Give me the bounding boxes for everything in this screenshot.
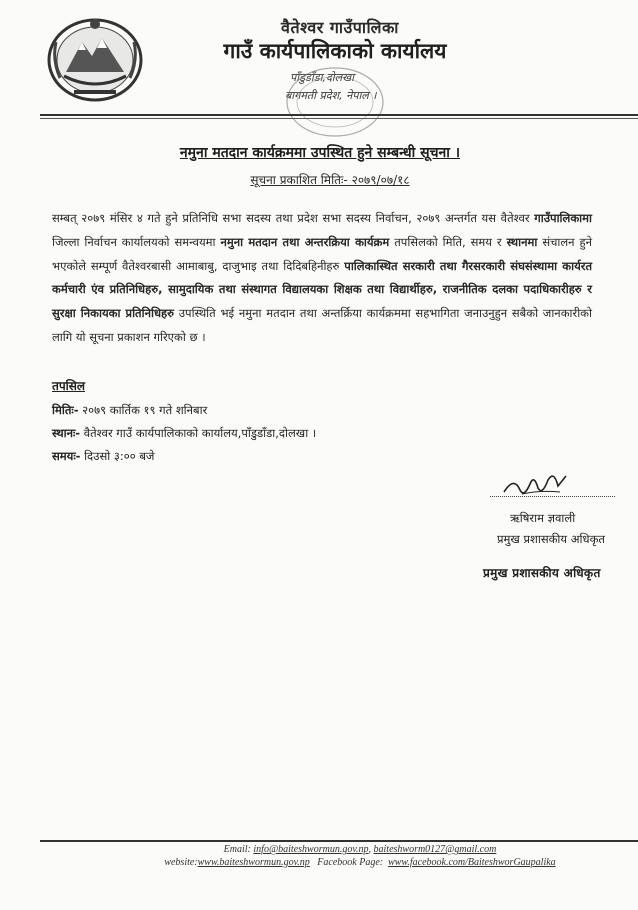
office-name: गाउँ कार्यपालिकाको कार्यालय xyxy=(223,38,447,63)
address-line: पाँडुडाँडा,दोलखा xyxy=(290,71,354,84)
signature-line xyxy=(490,496,615,497)
email-link[interactable]: info@baiteshwormun.gov.np xyxy=(253,844,369,855)
office-seal-stamp xyxy=(280,62,390,140)
body-bold: गाउँपालिकामा xyxy=(534,211,592,225)
header-divider xyxy=(40,114,638,116)
body-bold: नमुना मतदान तथा अन्तरक्रिया कार्यक्रम xyxy=(220,234,390,249)
details-heading: तपसिल xyxy=(52,379,86,393)
province-line: बागमती प्रदेश, नेपाल । xyxy=(285,89,377,102)
event-date-value: २०७९ कार्तिक १९ गते शनिबार xyxy=(78,403,208,417)
body-bold: पालिकास्थित सरकारी तथा गैरसरकारी संघसंस्थामा कार्यरत कर्मचारी एंव प्रतिनिधिहरु, सामुदायिक तथा संस्थागत विद्यालयका शिक्षक तथा विद्यार्थीहरु, राजनीतिक दलका पदाधिकारीहरु र सुरक्षा निकायका प्रतिनिधिहरु xyxy=(52,258,592,321)
org-name: वैतेश्वर गाउँपालिका xyxy=(281,18,399,37)
website-label: website: xyxy=(164,857,198,868)
email-label: Email: xyxy=(223,844,254,855)
email-separator: , xyxy=(368,844,374,855)
website-link[interactable]: www.baiteshwormun.gov.np xyxy=(197,857,310,868)
event-time-row xyxy=(52,449,154,464)
designation-stamp: प्रमुख प्रशासकीय अधिकृत xyxy=(483,566,601,580)
body-text: जिल्ला निर्वाचन कार्यालयको समन्वयमा xyxy=(52,234,221,249)
event-time-value: दिउसो ३:०० बजे xyxy=(80,449,155,463)
facebook-label: Facebook Page: xyxy=(309,857,389,868)
nepal-government-emblem-icon xyxy=(44,12,146,104)
signer-title: प्रमुख प्रशासकीय अधिकृत xyxy=(497,532,605,546)
event-date-label: मितिः- xyxy=(52,403,79,417)
event-place-value: वैतेश्वर गाउँ कार्यपालिकाको कार्यालय,पाँडुडाँडा,दोलखा । xyxy=(80,426,317,440)
notice-body xyxy=(52,207,592,350)
published-date: सूचना प्रकाशित मितिः- २०७९/०७/१८ xyxy=(250,173,410,187)
event-date-row xyxy=(52,403,207,418)
body-text: सम्बत् २०७९ मंसिर ४ गते हुने प्रतिनिधि सभा सदस्य तथा प्रदेश सभा सदस्य निर्वाचन, २०७९ अन्तर्गत यस वैतेश्वर xyxy=(52,211,535,225)
signer-name: ऋषिराम ज्ञवाली xyxy=(510,511,576,525)
footer-web-line xyxy=(100,857,620,868)
event-place-label: स्थानः- xyxy=(52,426,81,440)
body-text: तपसिलको मिति, समय र xyxy=(389,234,507,249)
event-time-label: समयः- xyxy=(52,449,81,463)
event-place-row xyxy=(52,426,316,441)
email-link[interactable]: baiteshworm0127@gmail.com xyxy=(373,844,497,855)
body-bold: स्थानमा xyxy=(506,234,538,249)
notice-title: नमुना मतदान कार्यक्रममा उपस्थित हुने सम्बन्धी सूचना । xyxy=(179,145,461,161)
facebook-link[interactable]: www.facebook.com/BaiteshworGaupalika xyxy=(388,857,556,868)
body-text: संचालन हुने भएकोले सम्पूर्ण वैतेश्वरबासी आमाबाबु, दाजुभाइ तथा दिदिबहिनीहरु xyxy=(52,234,592,273)
footer-divider xyxy=(40,840,638,842)
body-text: उपस्थिति भई नमुना मतदान तथा अन्तर्क्रिया कार्यक्रममा सहभागिता जनाउनुहुन सबैको जानकारीको लागि यो सूचना प्रकाशन गरिएको छ । xyxy=(52,306,592,344)
header-divider-thin xyxy=(40,118,638,119)
footer-email-line xyxy=(160,844,560,855)
